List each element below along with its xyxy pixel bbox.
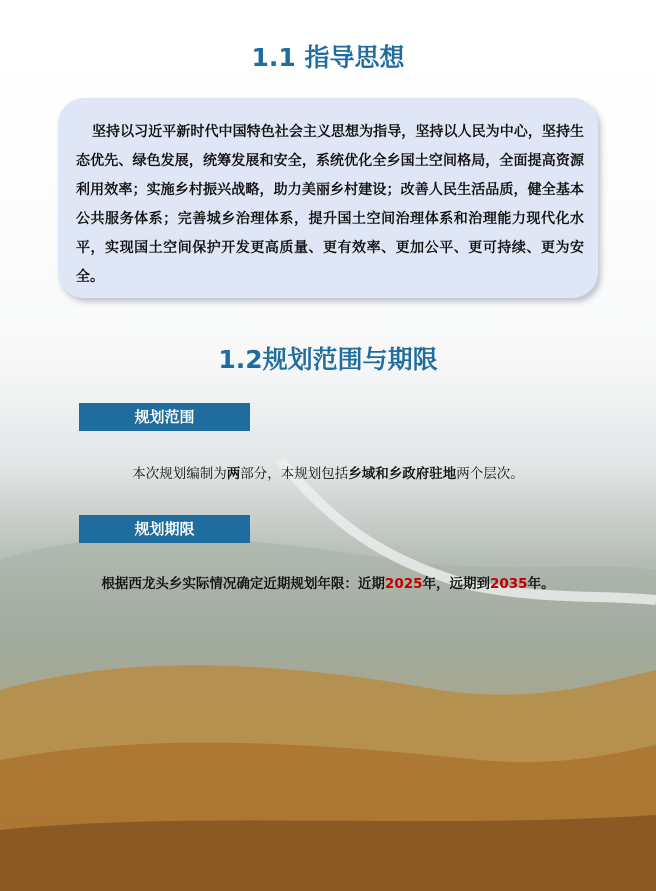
- planning-scope-tag: 规划范围: [79, 403, 250, 431]
- period-text-part: 年。: [527, 576, 555, 592]
- guiding-ideology-box: [58, 98, 598, 298]
- scope-levels: 乡域和乡政府驻地: [348, 466, 457, 482]
- section-2-title: 1.2规划范围与期限: [218, 345, 438, 374]
- planning-period-tag: 规划期限: [79, 515, 250, 543]
- scope-text-part: 两个层次。: [456, 466, 524, 482]
- period-text-part: 根据西龙头乡实际情况确定近期规划年限：近期: [101, 576, 385, 592]
- scope-parts-count: 两: [226, 466, 241, 482]
- near-term-year: 2025: [384, 576, 423, 592]
- long-term-year: 2035: [490, 576, 528, 592]
- scope-text-part: 本次规划编制为: [132, 466, 227, 482]
- planning-scope-text: [0, 462, 656, 482]
- period-text-part: 年，远期到: [422, 576, 490, 592]
- section-1-title: 1.1 指导思想: [251, 43, 405, 72]
- scope-text-part: 部分，本规划包括: [240, 466, 349, 482]
- guiding-ideology-text: 坚持以习近平新时代中国特色社会主义思想为指导，坚持以人民为中心，坚持生态优先、绿色发展，统筹发展和安全，系统优化全乡国土空间格局，全面提高资源利用效率；实施乡村振兴战略，助力美丽乡村建设；改善人民生活品质，健全基本公共服务体系；完善城乡治理体系，提升国土空间治理体系和治理能力现代化水平，实现国土空间保护开发更高质量、更有效率、更加公平、更可持续、更为安全。: [76, 124, 584, 285]
- planning-period-text: [0, 572, 656, 592]
